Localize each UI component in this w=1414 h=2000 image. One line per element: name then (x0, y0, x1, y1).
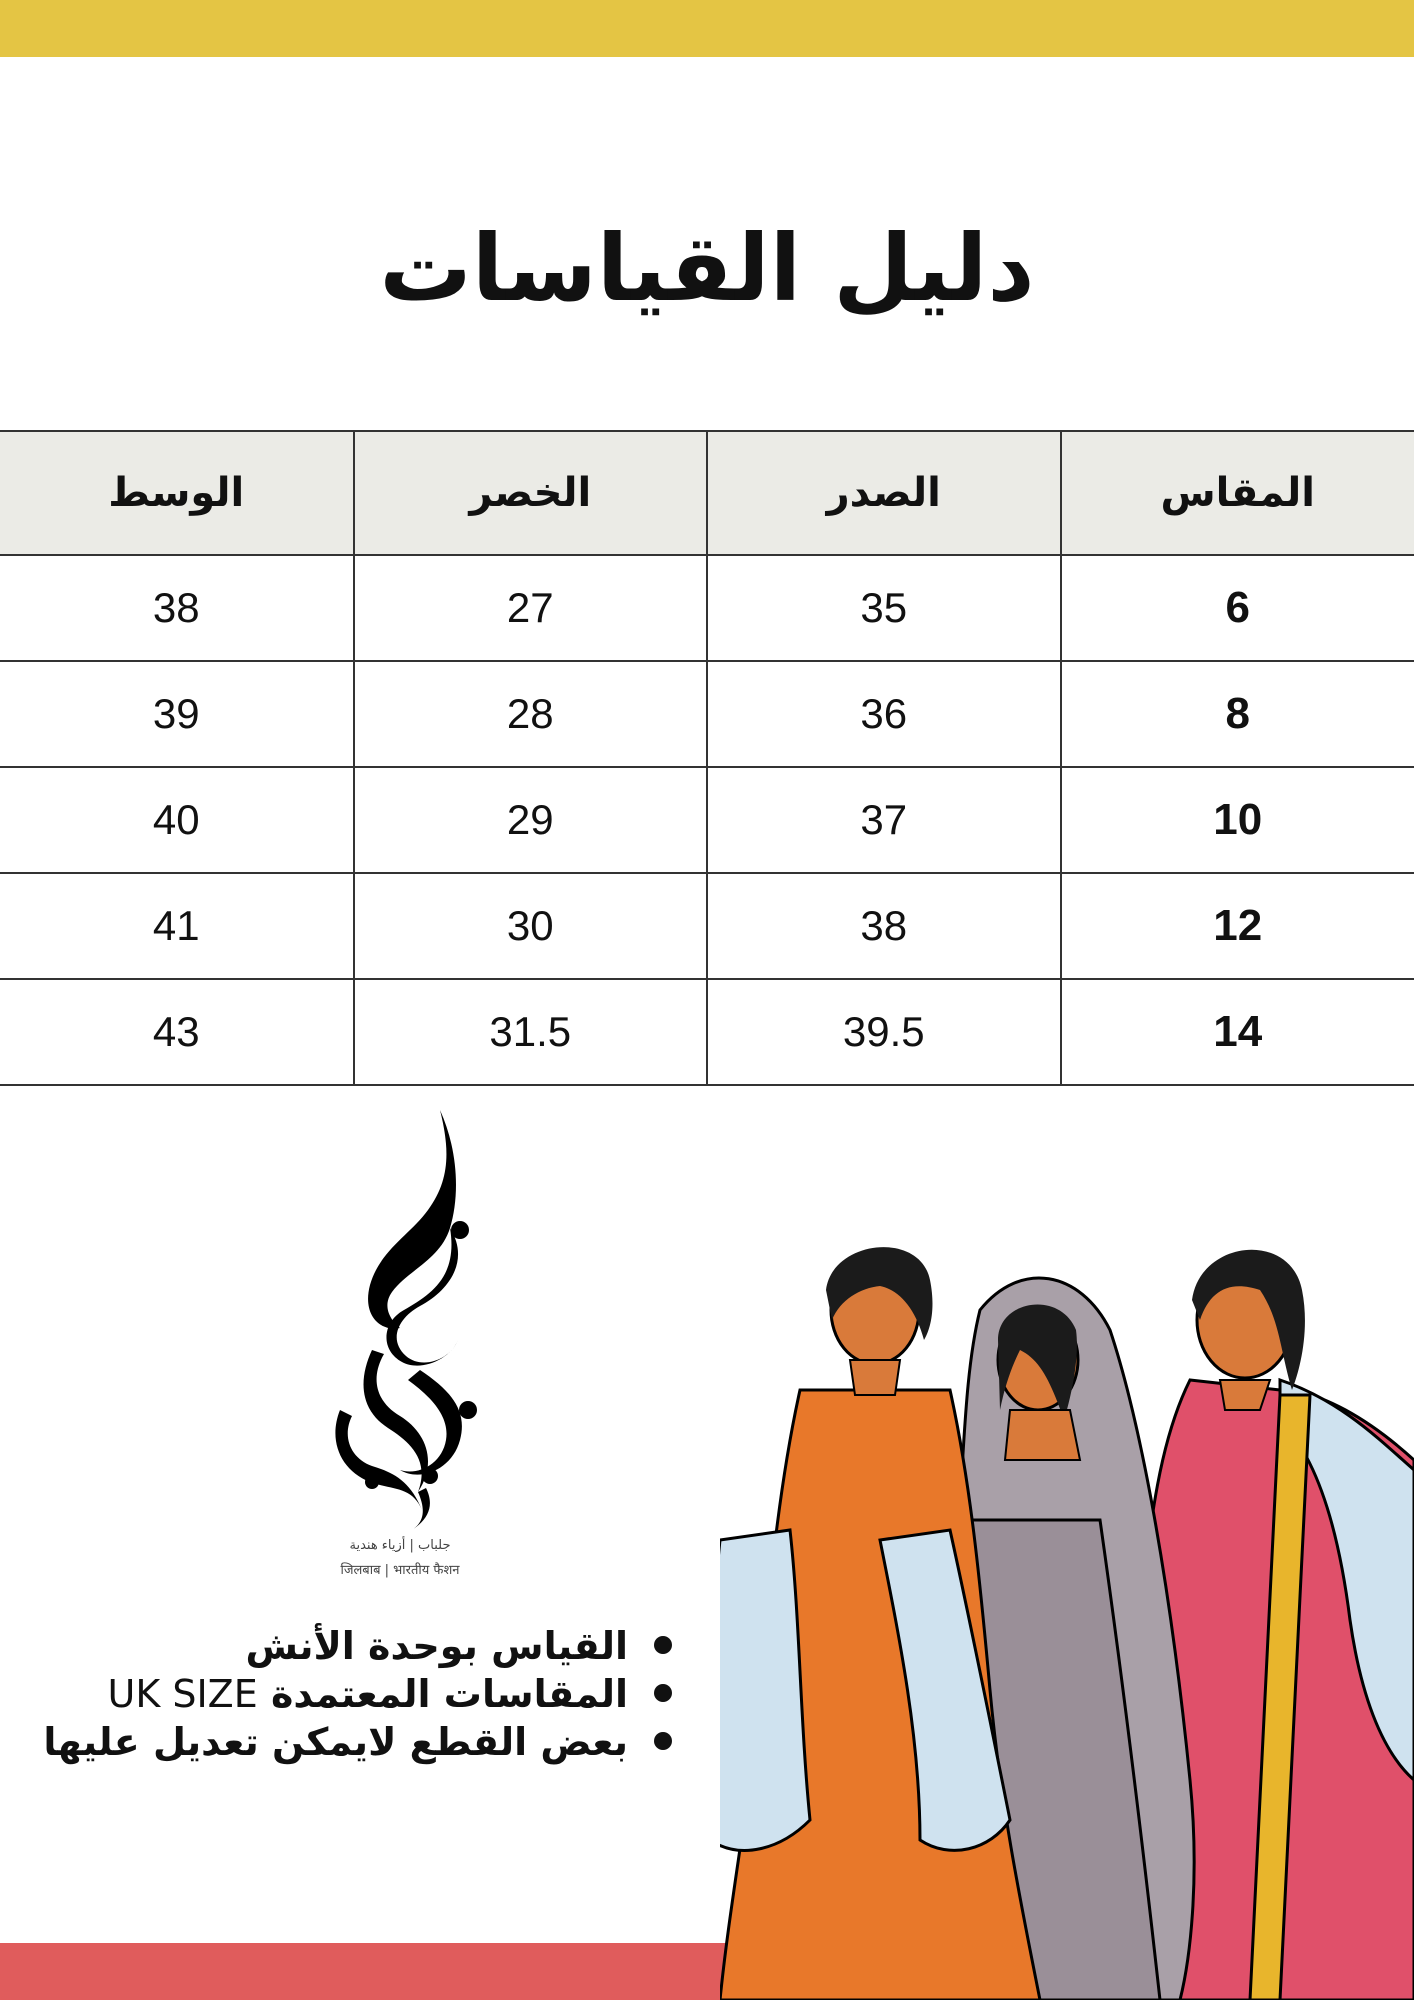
cell-size: 10 (1061, 767, 1414, 873)
header-waist: الخصر (354, 431, 708, 555)
brand-logo-icon (300, 1110, 500, 1530)
cell-chest: 38 (707, 873, 1061, 979)
cell-waist: 29 (354, 767, 708, 873)
note-text: بعض القطع لايمكن تعديل عليها (43, 1720, 628, 1764)
list-item (0, 1718, 680, 1766)
cell-waist: 30 (354, 873, 708, 979)
cell-waist: 28 (354, 661, 708, 767)
list-item (0, 1670, 680, 1718)
table-row (0, 767, 1414, 873)
list-item (0, 1622, 680, 1670)
notes-list (0, 1622, 680, 1766)
header-chest: الصدر (707, 431, 1061, 555)
table-row (0, 873, 1414, 979)
logo-caption-line1: جلباب | أزياء هندية (349, 1538, 451, 1553)
header-size: المقاس (1061, 431, 1414, 555)
cell-hip: 40 (0, 767, 354, 873)
cell-waist: 31.5 (354, 979, 708, 1085)
bullet-icon (654, 1684, 672, 1702)
cell-size: 12 (1061, 873, 1414, 979)
cell-chest: 35 (707, 555, 1061, 661)
cell-size: 8 (1061, 661, 1414, 767)
logo-caption-line2: जिलबाब | भारतीय फैशन (340, 1563, 460, 1578)
top-accent-bar (0, 0, 1414, 57)
table-row (0, 661, 1414, 767)
table-row (0, 979, 1414, 1085)
cell-chest: 37 (707, 767, 1061, 873)
note-text-ar: المقاسات المعتمدة (270, 1672, 628, 1716)
cell-chest: 36 (707, 661, 1061, 767)
cell-waist: 27 (354, 555, 708, 661)
size-chart-table (0, 430, 1414, 1086)
header-hip: الوسط (0, 431, 354, 555)
bullet-icon (654, 1732, 672, 1750)
cell-size: 6 (1061, 555, 1414, 661)
note-text-en: UK SIZE (107, 1672, 258, 1716)
table-row (0, 555, 1414, 661)
cell-chest: 39.5 (707, 979, 1061, 1085)
women-illustration (720, 1220, 1414, 2000)
cell-hip: 38 (0, 555, 354, 661)
cell-hip: 39 (0, 661, 354, 767)
table-header-row (0, 431, 1414, 555)
bullet-icon (654, 1636, 672, 1654)
cell-size: 14 (1061, 979, 1414, 1085)
page-title: دليل القياسات (379, 215, 1035, 322)
cell-hip: 43 (0, 979, 354, 1085)
cell-hip: 41 (0, 873, 354, 979)
note-text: القياس بوحدة الأنش (245, 1624, 628, 1668)
